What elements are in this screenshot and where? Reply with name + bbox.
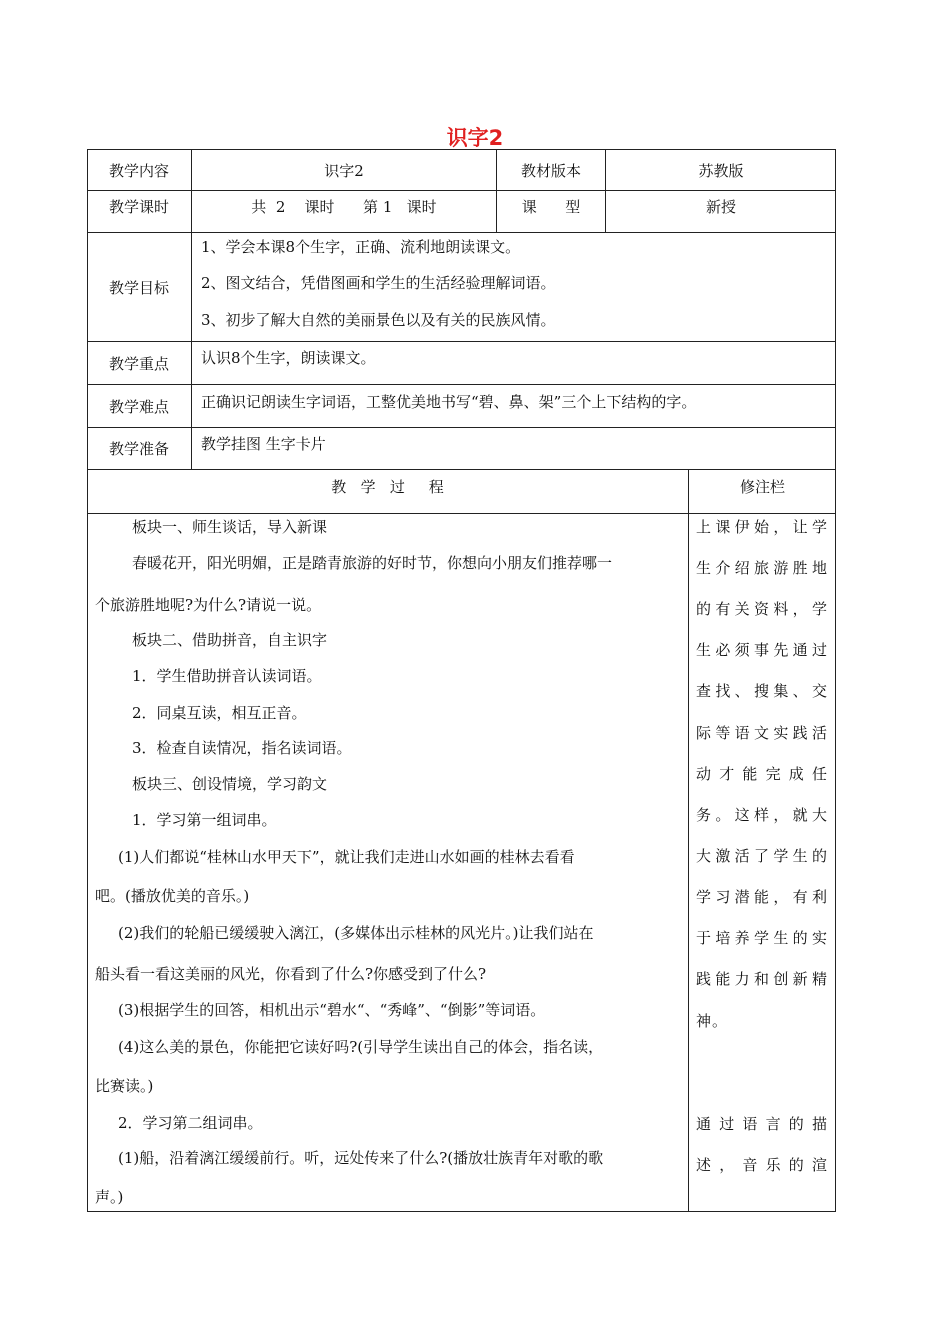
difficulties-label: 教学难点 xyxy=(108,397,169,416)
goals-label: 教学目标 xyxy=(108,278,169,297)
note-line: 通过语言的描 xyxy=(696,1115,828,1133)
page-title: 识字2 xyxy=(446,126,504,150)
note-line: 动才能完成任 xyxy=(696,765,828,783)
preparation-value: 教学挂图 生字卡片 xyxy=(201,435,326,453)
process-line: 声。) xyxy=(95,1188,124,1206)
process-line: 2．学习第二组词串。 xyxy=(118,1114,263,1132)
process-line: (1)船，沿着漓江缓缓前行。听，远处传来了什么?(播放壮族青年对歌的歌 xyxy=(118,1149,604,1167)
process-line: 1．学生借助拼音认读词语。 xyxy=(132,667,322,685)
process-line: (1)人们都说“桂林山水甲天下”，就让我们走进山水如画的桂林去看看 xyxy=(118,848,575,866)
hours-label: 教学课时 xyxy=(108,198,169,216)
process-line: (2)我们的轮船已缓缓驶入漓江，(多媒体出示桂林的风光片。)让我们站在 xyxy=(118,924,594,942)
table-rule xyxy=(87,341,836,342)
edition-label: 教材版本 xyxy=(520,161,581,180)
process-line: 比赛读。) xyxy=(95,1077,154,1095)
process-line: 1．学习第一组词串。 xyxy=(132,811,277,829)
difficulties-value: 正确识记朗读生字词语，工整优美地书写“碧、鼻、架”三个上下结构的字。 xyxy=(201,393,697,411)
table-rule xyxy=(87,232,836,233)
process-line: 2．同桌互读，相互正音。 xyxy=(132,704,307,722)
note-line: 生必须事先通过 xyxy=(696,641,828,659)
content-value: 识字2 xyxy=(324,161,364,180)
key-points-value: 认识8个生字，朗读课文。 xyxy=(201,349,376,367)
edition-value: 苏教版 xyxy=(698,161,744,180)
type-label: 课 型 xyxy=(521,198,581,216)
key-points-label: 教学重点 xyxy=(108,354,169,373)
process-line: 3．检查自读情况，指名读词语。 xyxy=(132,739,352,757)
note-line: 生介绍旅游胜地 xyxy=(696,559,828,577)
process-line: 板块三、创设情境，学习韵文 xyxy=(132,775,328,793)
goal-item: 3、初步了解大自然的美丽景色以及有关的民族风情。 xyxy=(201,311,556,329)
process-header: 教 学 过 程 xyxy=(331,478,444,496)
table-rule xyxy=(688,469,689,1212)
table-rule xyxy=(87,513,836,514)
goal-item: 1、学会本课8个生字，正确、流利地朗读课文。 xyxy=(201,238,521,256)
process-line: 春暖花开，阳光明媚，正是踏青旅游的好时节，你想向小朋友们推荐哪一 xyxy=(132,554,613,572)
process-line: 板块二、借助拼音，自主识字 xyxy=(132,631,328,649)
note-line: 践能力和创新精 xyxy=(696,970,828,988)
process-line: 板块一、师生谈话，导入新课 xyxy=(132,518,328,536)
process-line: (3)根据学生的回答，相机出示“碧水“、“秀峰”、“倒影”等词语。 xyxy=(118,1001,546,1019)
note-line: 际等语文实践活 xyxy=(696,724,828,742)
note-line: 神。 xyxy=(696,1012,729,1030)
note-line: 于培养学生的实 xyxy=(696,929,828,947)
process-line: (4)这么美的景色，你能把它读好吗?(引导学生读出自己的体会，指名读， xyxy=(118,1038,604,1056)
note-line: 大激活了学生的 xyxy=(696,847,828,865)
note-line: 务。这样，就大 xyxy=(696,806,828,824)
note-line: 上课伊始，让学 xyxy=(696,518,828,536)
notes-header: 修注栏 xyxy=(739,478,785,496)
note-line: 学习潜能，有利 xyxy=(696,888,828,906)
content-label: 教学内容 xyxy=(108,161,169,180)
preparation-label: 教学准备 xyxy=(108,440,169,458)
goal-item: 2、图文结合，凭借图画和学生的生活经验理解词语。 xyxy=(201,274,556,292)
hours-value: 共 2 课时 第 1 课时 xyxy=(251,198,437,216)
table-rule xyxy=(87,384,836,385)
process-line: 吧。(播放优美的音乐。) xyxy=(95,887,250,905)
note-line: 的有关资料，学 xyxy=(696,600,828,618)
table-rule xyxy=(87,427,836,428)
process-line: 船头看一看这美丽的风光，你看到了什么?你感受到了什么? xyxy=(95,965,487,983)
type-value: 新授 xyxy=(705,198,736,216)
process-line: 个旅游胜地呢?为什么?请说一说。 xyxy=(95,596,322,614)
note-line: 查找、搜集、交 xyxy=(696,682,828,700)
note-line: 述，音乐的渲 xyxy=(696,1156,828,1174)
